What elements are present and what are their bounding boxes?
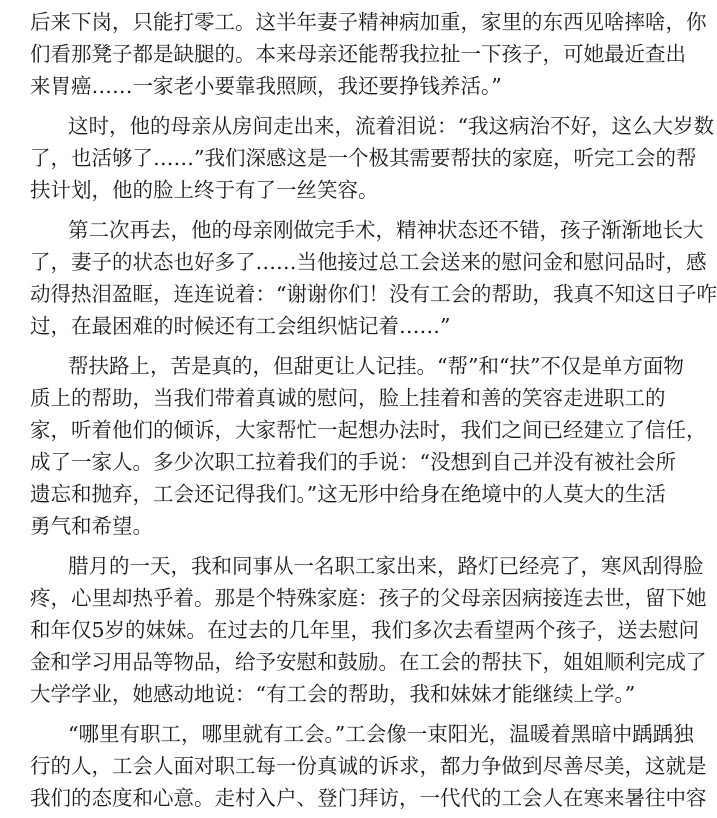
text-line-16: 勇气和希望。 xyxy=(30,514,153,538)
text-line-19: 和年仅5岁的妹妹。在过去的几年里，我们多次去看望两个孩子，送去慰问 xyxy=(30,618,700,642)
text-line-11: 帮扶路上，苦是真的，但甜更让人记挂。“帮”和“扶”不仅是单方面物 xyxy=(68,354,684,378)
text-line-14: 成了一家人。多少次职工拉着我们的手说：“没想到自己并没有被社会所 xyxy=(30,450,676,474)
text-line-23: 行的人，工会人面对职工每一份真诚的诉求，都力争做到尽善尽美，这就是 xyxy=(30,754,707,778)
text-line-9: 动得热泪盈眶，连连说着：“谢谢你们！没有工会的帮助，我真不知这日子咋 xyxy=(30,282,717,306)
text-line-24: 我们的态度和心意。走村入户、登门拜访，一代代的工会人在寒来暑往中容 xyxy=(30,786,707,810)
text-line-2: 们看那凳子都是缺腿的。本来母亲还能帮我拉扯一下孩子，可她最近查出 xyxy=(30,42,686,66)
text-line-5: 了，也活够了……”我们深感这是一个极其需要帮扶的家庭，听完工会的帮 xyxy=(30,146,697,170)
text-line-1: 后来下岗，只能打零工。这半年妻子精神病加重，家里的东西见啥摔啥，你 xyxy=(30,10,707,34)
text-line-21: 大学学业，她感动地说：“有工会的帮助，我和妹妹才能继续上学。” xyxy=(30,682,636,706)
text-line-4: 这时，他的母亲从房间走出来，流着泪说：“我这病治不好，这么大岁数 xyxy=(68,114,714,138)
text-line-10: 过，在最困难的时候还有工会组织惦记着……” xyxy=(30,314,451,338)
text-line-6: 扶计划，他的脸上终于有了一丝笑容。 xyxy=(30,178,379,202)
text-line-8: 了，妻子的状态也好多了……当他接过总工会送来的慰问金和慰问品时，感 xyxy=(30,250,707,274)
text-line-18: 疼，心里却热乎着。那是个特殊家庭：孩子的父母亲因病接连去世，留下她 xyxy=(30,586,707,610)
text-line-17: 腊月的一天，我和同事从一名职工家出来，路灯已经亮了，寒风刮得脸 xyxy=(68,554,704,578)
text-line-3: 来胃癌……一家老小要靠我照顾，我还要挣钱养活。” xyxy=(30,74,502,98)
text-line-7: 第二次再去，他的母亲刚做完手术，精神状态还不错，孩子渐渐地长大 xyxy=(68,218,704,242)
text-line-22: “哪里有职工，哪里就有工会。”工会像一束阳光，温暖着黑暗中踽踽独 xyxy=(68,722,694,746)
text-line-15: 遗忘和抛弃，工会还记得我们。”这无形中给身在绝境中的人莫大的生活 xyxy=(30,482,666,506)
text-line-20: 金和学习用品等物品，给予安慰和鼓励。在工会的帮扶下，姐姐顺利完成了 xyxy=(30,650,707,674)
text-line-13: 家，听着他们的倾诉，大家帮忙一起想办法时，我们之间已经建立了信任， xyxy=(30,418,707,442)
text-line-12: 质上的帮助，当我们带着真诚的慰问，脸上挂着和善的笑容走进职工的 xyxy=(30,386,666,410)
